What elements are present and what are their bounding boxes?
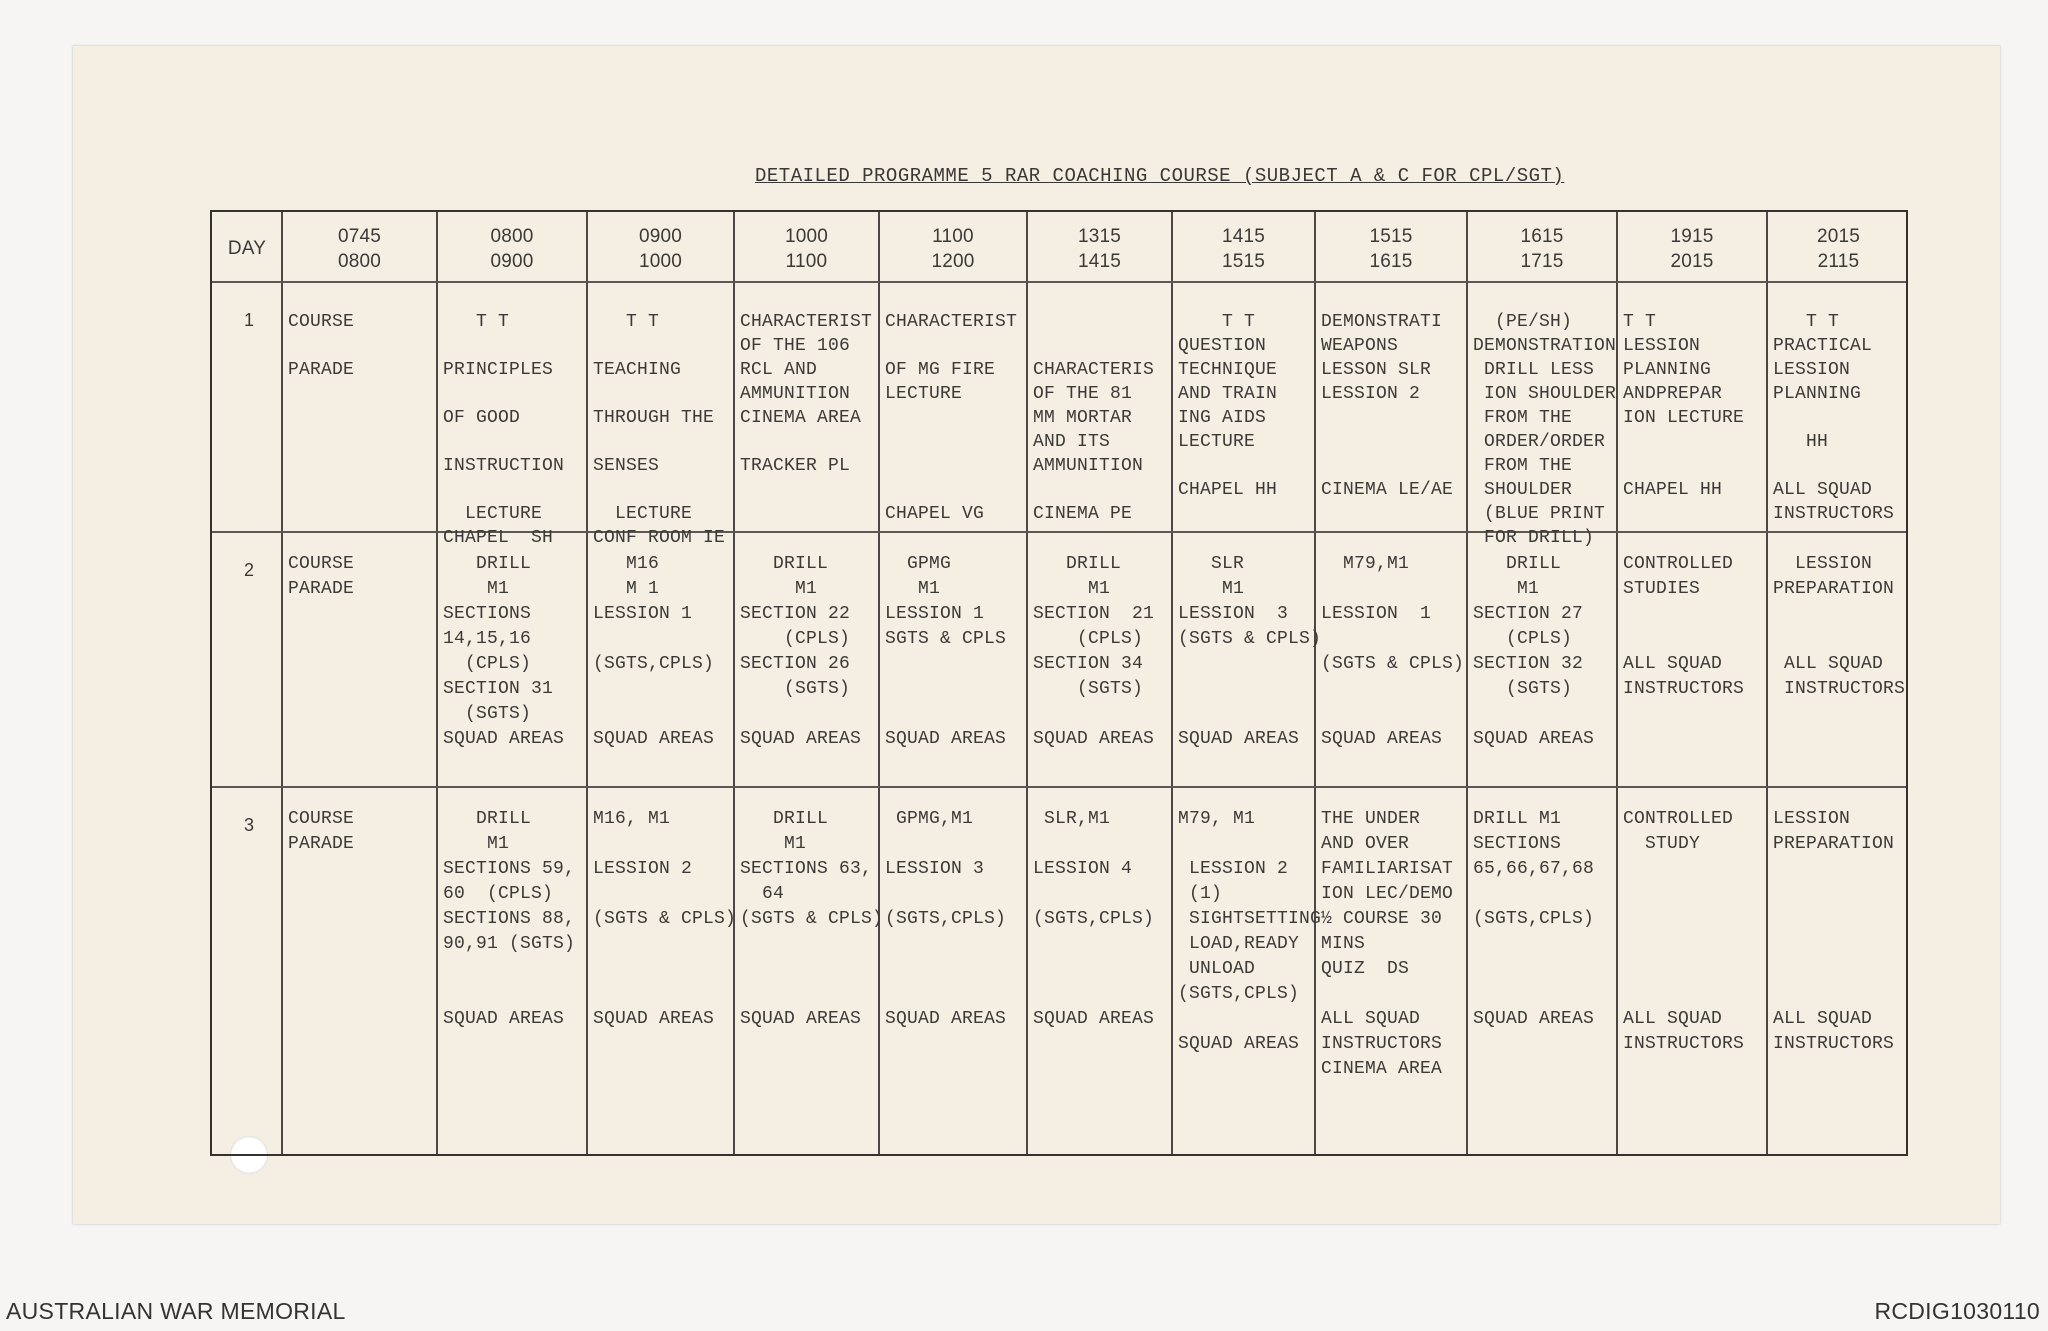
schedule-cell: THE UNDER AND OVER FAMILIARISAT ION LEC/DEMO ½ COURSE 30 MINS QUIZ DS ALL SQUAD INSTRUCTORS CINEMA AREA: [1321, 809, 1454, 1079]
schedule-cell: M16 M 1 LESSION 1 (SGTS,CPLS) SQUAD AREAS: [593, 554, 715, 749]
column-header: 1000 1100: [784, 226, 829, 272]
schedule-cell: T T PRACTICAL LESSION PLANNING HH ALL SQUAD INSTRUCTORS: [1773, 312, 1895, 524]
page-title: DETAILED PROGRAMME 5 RAR COACHING COURSE (SUBJECT A & C FOR CPL/SGT): [755, 165, 1565, 187]
schedule-cell: DRILL M1 SECTIONS 14,15,16 (CPLS) SECTION 31 (SGTS) SQUAD AREAS: [443, 554, 565, 749]
archive-name: AUSTRALIAN WAR MEMORIAL: [6, 1298, 346, 1324]
schedule-cell: COURSE PARADE: [288, 554, 355, 599]
schedule-cell: M79,M1 LESSION 1 (SGTS & CPLS) SQUAD AREAS: [1321, 554, 1465, 749]
column-header: 0800 0900: [490, 226, 534, 272]
day-number: 3: [244, 815, 255, 835]
column-header: 2015 2115: [1816, 226, 1861, 272]
column-header: 1415 1515: [1221, 226, 1266, 272]
column-header: 0745 0800: [337, 226, 382, 272]
schedule-cell: LESSION PREPARATION ALL SQUAD INSTRUCTORS: [1773, 809, 1895, 1054]
schedule-cell: LESSION PREPARATION ALL SQUAD INSTRUCTORS: [1773, 554, 1906, 699]
schedule-cell: T T PRINCIPLES OF GOOD INSTRUCTION LECTURE CHAPEL SH: [443, 312, 565, 548]
column-header: 1515 1615: [1369, 226, 1413, 272]
record-id: RCDIG1030110: [1874, 1298, 2040, 1324]
programme-table: [210, 210, 1908, 1156]
schedule-cell: CHARACTERIST OF THE 106 RCL AND AMMUNITION CINEMA AREA TRACKER PL: [740, 312, 873, 476]
row-divider: [212, 786, 1906, 788]
schedule-cell: GPMG M1 LESSION 1 SGTS & CPLS SQUAD AREAS: [885, 554, 1007, 749]
schedule-cell: CHARACTERIST OF MG FIRE LECTURE CHAPEL VG: [885, 312, 1018, 524]
column-header: 1915 2015: [1670, 226, 1714, 272]
column-header: 1315 1415: [1077, 226, 1122, 272]
column-header: 0900 1000: [638, 226, 683, 272]
schedule-cell: T T QUESTION TECHNIQUE AND TRAIN ING AIDS LECTURE CHAPEL HH: [1178, 312, 1278, 500]
column-header: 1615 1715: [1520, 226, 1564, 272]
schedule-cell: T T LESSION PLANNING ANDPREPAR ION LECTURE CHAPEL HH: [1623, 312, 1745, 500]
column-header: DAY: [227, 238, 267, 259]
schedule-cell: CHARACTERIS OF THE 81 MM MORTAR AND ITS AMMUNITION CINEMA PE: [1033, 360, 1155, 524]
schedule-cell: SLR M1 LESSION 3 (SGTS & CPLS) SQUAD AREAS: [1178, 554, 1322, 749]
schedule-cell: T T TEACHING THROUGH THE SENSES LECTURE CONF ROOM IE: [593, 312, 726, 548]
schedule-cell: M79, M1 LESSION 2 (1) SIGHTSETTING LOAD,READY UNLOAD (SGTS,CPLS) SQUAD AREAS: [1178, 809, 1322, 1054]
schedule-cell: COURSE PARADE: [288, 809, 355, 854]
schedule-cell: CONTROLLED STUDY ALL SQUAD INSTRUCTORS: [1623, 809, 1745, 1054]
schedule-cell: DRILL M1 SECTIONS 65,66,67,68 (SGTS,CPLS) SQUAD AREAS: [1473, 809, 1595, 1029]
schedule-cell: DEMONSTRATI WEAPONS LESSON SLR LESSION 2 CINEMA LE/AE: [1321, 312, 1454, 500]
schedule-cell: DRILL M1 SECTION 22 (CPLS) SECTION 26 (SGTS) SQUAD AREAS: [740, 554, 862, 749]
schedule-cell: DRILL M1 SECTION 21 (CPLS) SECTION 34 (SGTS) SQUAD AREAS: [1033, 554, 1155, 749]
row-divider: [212, 281, 1906, 283]
day-number: 2: [244, 560, 255, 580]
schedule-cell: GPMG,M1 LESSION 3 (SGTS,CPLS) SQUAD AREAS: [885, 809, 1007, 1029]
schedule-cell: SLR,M1 LESSION 4 (SGTS,CPLS) SQUAD AREAS: [1033, 809, 1155, 1029]
schedule-cell: DRILL M1 SECTIONS 59, 60 (CPLS) SECTIONS 88, 90,91 (SGTS) SQUAD AREAS: [443, 809, 576, 1029]
schedule-cell: DRILL M1 SECTIONS 63, 64 (SGTS & CPLS) SQUAD AREAS: [740, 809, 884, 1029]
schedule-cell: COURSE PARADE: [288, 312, 355, 380]
schedule-cell: DRILL M1 SECTION 27 (CPLS) SECTION 32 (SGTS) SQUAD AREAS: [1473, 554, 1595, 749]
schedule-cell: (PE/SH) DEMONSTRATION DRILL LESS ION SHOULDER FROM THE ORDER/ORDER FROM THE SHOULDER (BLUE PRINT FOR DRILL): [1473, 312, 1617, 548]
schedule-cell: CONTROLLED STUDIES ALL SQUAD INSTRUCTORS: [1623, 554, 1745, 699]
schedule-cell: M16, M1 LESSION 2 (SGTS & CPLS) SQUAD AREAS: [593, 809, 737, 1029]
day-number: 1: [244, 310, 255, 330]
column-header: 1100 1200: [931, 226, 975, 272]
column-divider: [281, 212, 283, 1154]
